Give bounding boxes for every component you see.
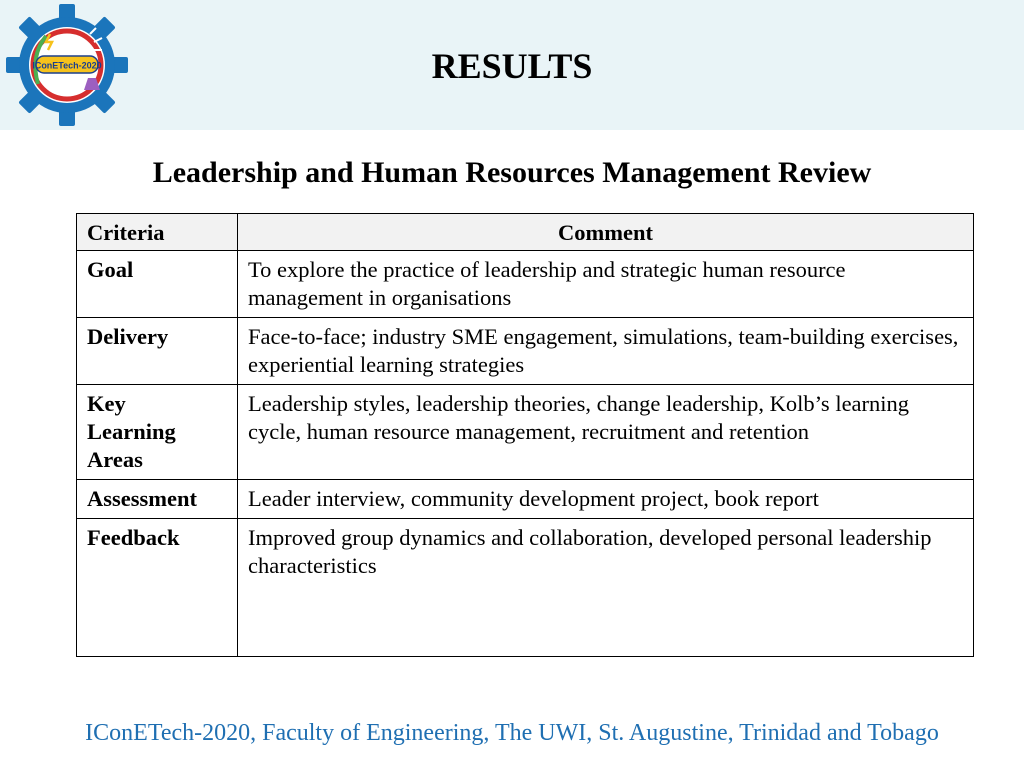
table-row-key-learning-areas <box>77 385 974 480</box>
table-row-assessment <box>77 480 974 519</box>
comment-cell: To explore the practice of leadership and strategic human resource management in organisations <box>238 251 974 318</box>
criteria-column-header: Criteria <box>77 214 238 251</box>
criteria-cell: Goal <box>77 251 238 318</box>
review-table <box>76 213 974 657</box>
table-header-row <box>77 214 974 251</box>
comment-column-header: Comment <box>238 214 974 251</box>
criteria-cell <box>77 385 238 480</box>
criteria-text: Key Learning Areas <box>87 391 176 472</box>
comment-cell: Leadership styles, leadership theories, change leadership, Kolb’s learning cycle, human resource management, recruitment and retention <box>238 385 974 480</box>
logo-text: IConETech-2020 <box>32 60 102 71</box>
footer-text: IConETech-2020, Faculty of Engineering, The UWI, St. Augustine, Trinidad and Tobago <box>85 720 939 746</box>
table-title: Leadership and Human Resources Management Review <box>152 156 872 189</box>
criteria-cell: Delivery <box>77 318 238 385</box>
criteria-cell: Assessment <box>77 480 238 519</box>
table-row-goal <box>77 251 974 318</box>
table-row-feedback <box>77 519 974 657</box>
comment-cell: Improved group dynamics and collaboration, developed personal leadership characteristics <box>238 519 974 657</box>
comment-cell: Face-to-face; industry SME engagement, simulations, team-building exercises, experiential learning strategies <box>238 318 974 385</box>
slide-title: RESULTS <box>431 46 593 86</box>
table-row-delivery <box>77 318 974 385</box>
criteria-cell: Feedback <box>77 519 238 657</box>
comment-cell: Leader interview, community development project, book report <box>238 480 974 519</box>
